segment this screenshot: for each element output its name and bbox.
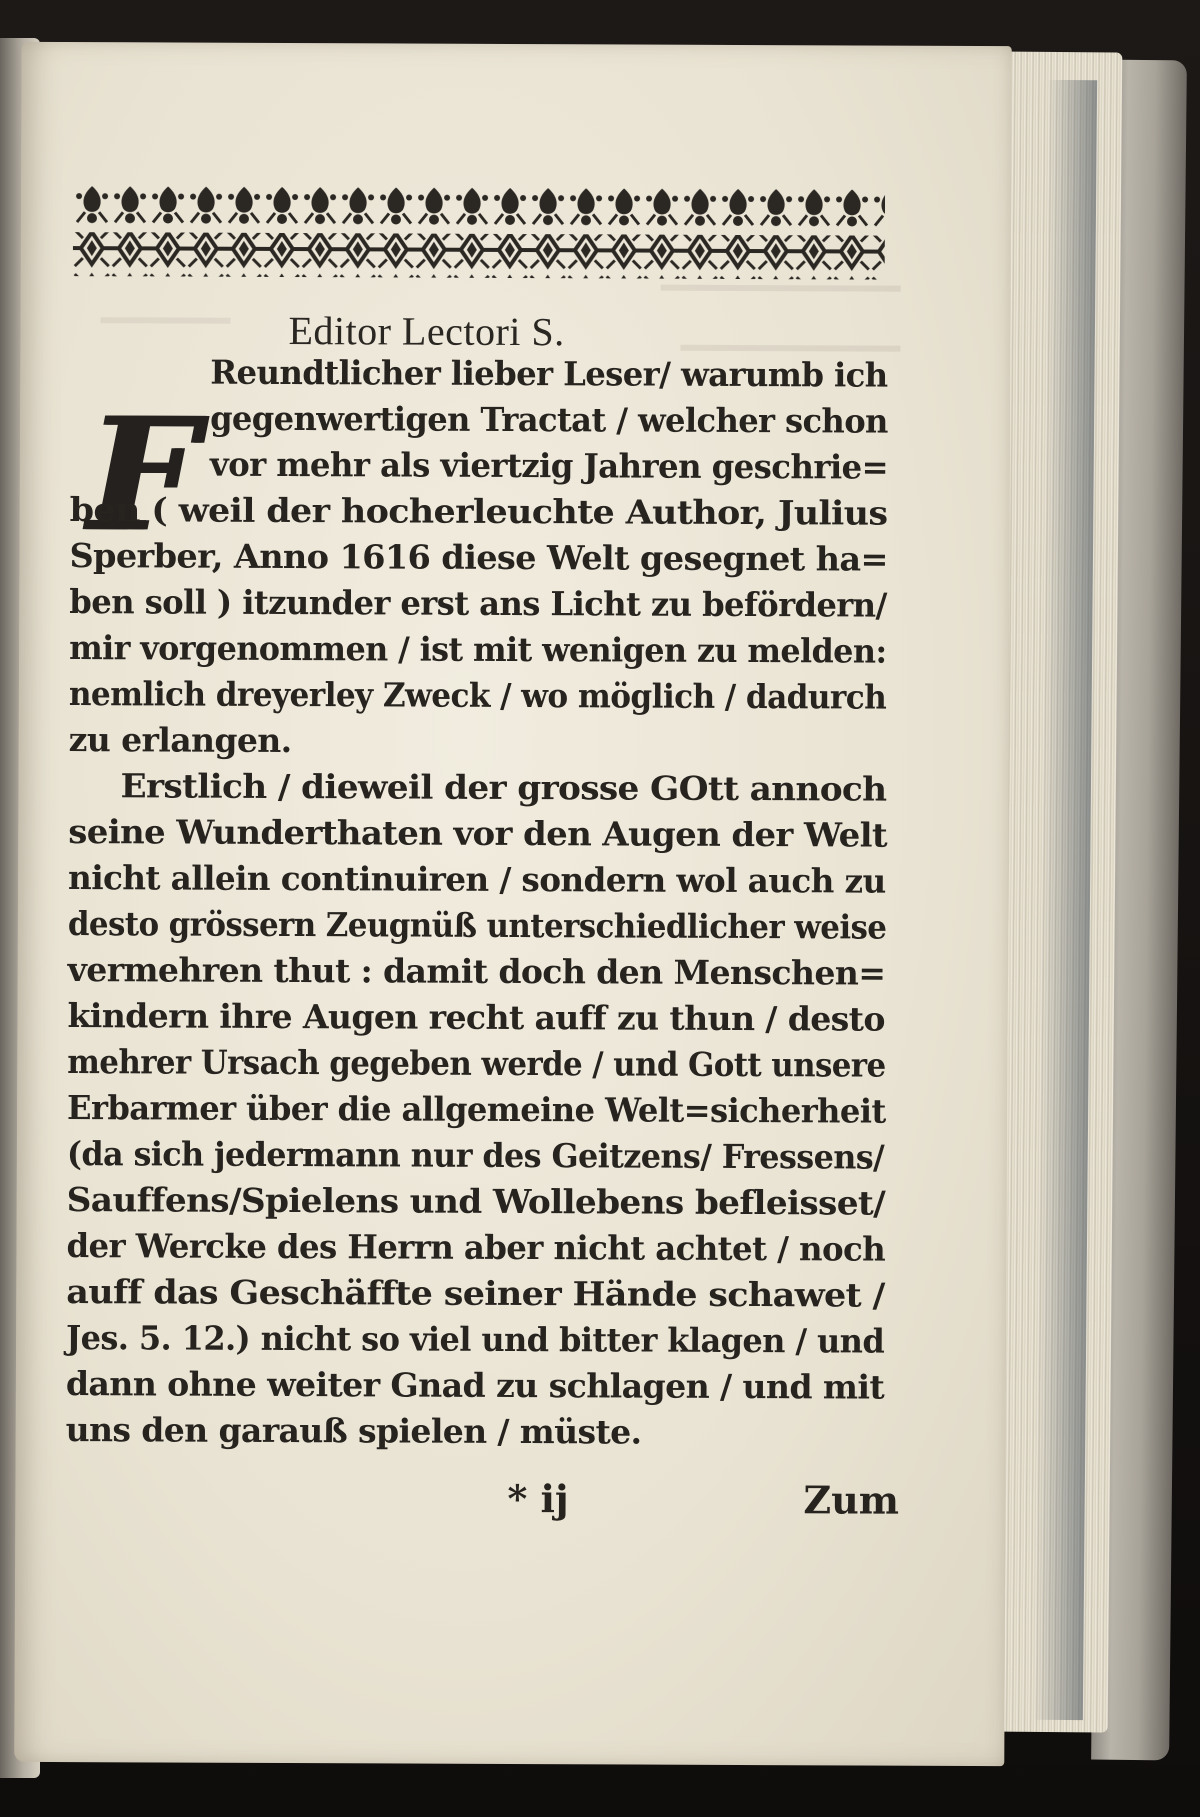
catchword: Zum (803, 1477, 900, 1523)
text-line: desto grössern Zeugnüß unterschiedlicher weise (67, 904, 887, 947)
show-through-mark (680, 315, 900, 352)
text-line: Sauffens/Spielens und Wollebens befleisset/ (66, 1180, 886, 1223)
ornament-band (73, 182, 885, 282)
text-line: (da sich jedermann nur des Geitzens/ Fressens/ (66, 1134, 885, 1177)
text-line: Sperber, Anno 1616 diese Welt gesegnet ha= (69, 536, 889, 579)
text-line: der Wercke des Herrn aber nicht achtet / noch (66, 1226, 886, 1269)
text-line: nemlich dreyerley Zweck / wo möglich / dadurch (68, 674, 887, 717)
text-line: mir vorgenommen / ist mit wenigen zu melden: (69, 628, 887, 671)
text-line: Reundtlicher lieber Leser/ warumb ich (210, 352, 888, 395)
text-line: nicht allein continuiren / sondern wol auch zu (68, 858, 886, 901)
show-through-mark (101, 287, 231, 324)
text-line: zu erlangen. (68, 720, 292, 761)
text-line: auff das Geschäffte seiner Hände schawet / (66, 1272, 885, 1315)
text-line: vor mehr als viertzig Jahren geschrie= (209, 444, 889, 487)
text-line: ben ( weil der hocherleuchte Author, Julius (69, 490, 888, 533)
text-line: ben soll ) itzunder erst ans Licht zu befördern/ (69, 582, 887, 625)
page-heading: Editor Lectori S. (288, 308, 565, 355)
text-line: seine Wunderthaten vor den Augen der Welt (68, 812, 888, 855)
signature-mark: * ij (507, 1475, 569, 1522)
text-line: vermehren thut : damit doch den Menschen= (67, 950, 886, 993)
text-line: gegenwertigen Tractat / welcher schon (210, 398, 888, 441)
book-page (14, 42, 1011, 1766)
text-line: kindern ihre Augen recht auff zu thun / desto (67, 996, 885, 1039)
text-line: Erstlich / dieweil der grosse GOtt annoch (120, 766, 887, 809)
text-line: mehrer Ursach gegeben werde / und Gott unsere (67, 1042, 886, 1085)
text-line: Erbarmer über die allgemeine Welt=sicherheit (67, 1088, 886, 1131)
text-line: uns den garauß spielen / müste. (65, 1410, 642, 1452)
drop-cap-letter: F (86, 383, 198, 567)
text-line: Jes. 5. 12.) nicht so viel und bitter klagen / und (66, 1318, 885, 1361)
text-line: dann ohne weiter Gnad zu schlagen / und mit (65, 1364, 885, 1407)
